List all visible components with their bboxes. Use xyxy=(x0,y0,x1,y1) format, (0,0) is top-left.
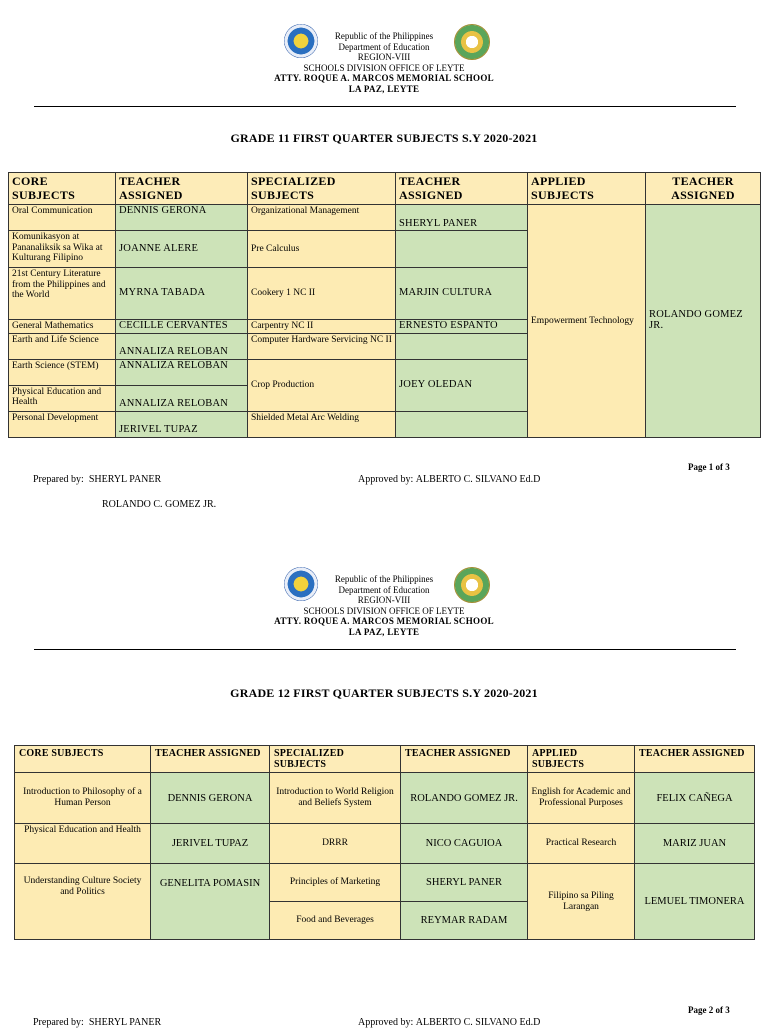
core-subject-cell: Physical Education and Health xyxy=(9,385,116,411)
core-subject-cell: Earth and Life Science xyxy=(9,333,116,359)
letterhead-deped: Department of Education xyxy=(338,41,430,52)
core-teacher-cell: CECILLE CERVANTES xyxy=(116,320,248,334)
prepared-by xyxy=(33,474,161,485)
header-specialized-subjects: SPECIALIZED SUBJECTS xyxy=(248,173,396,205)
specialized-teacher-cell: JOEY OLEDAN xyxy=(396,359,528,411)
core-teacher-cell: JERIVEL TUPAZ xyxy=(151,824,270,864)
approved-by-name: ALBERTO C. SILVANO Ed.D xyxy=(415,474,541,485)
core-subject-cell: Understanding Culture Society and Politics xyxy=(15,864,151,940)
letterhead-location: LA PAZ, LEYTE xyxy=(348,83,420,94)
specialized-teacher-cell: ROLANDO GOMEZ JR. xyxy=(401,773,528,824)
letterhead-location: LA PAZ, LEYTE xyxy=(348,626,420,637)
approved-by-label: Approved by: xyxy=(358,474,414,485)
specialized-subject-cell: Crop Production xyxy=(248,359,396,411)
specialized-subject-cell: Carpentry NC II xyxy=(248,320,396,334)
specialized-subject-cell: Principles of Marketing xyxy=(270,864,401,902)
letterhead-2 xyxy=(0,574,768,637)
specialized-teacher-cell: MARJIN CULTURA xyxy=(396,268,528,320)
core-subject-cell: Physical Education and Health xyxy=(15,824,151,864)
specialized-subject-cell: DRRR xyxy=(270,824,401,864)
specialized-teacher-cell: SHERYL PANER xyxy=(401,864,528,902)
core-subject-cell: Earth Science (STEM) xyxy=(9,359,116,385)
page-number: Page 2 of 3 xyxy=(688,1005,730,1015)
specialized-subject-cell: Introduction to World Religion and Beliefs System xyxy=(270,773,401,824)
header-core-subjects: CORE SUBJECTS xyxy=(9,173,116,205)
letterhead-1 xyxy=(0,31,768,94)
letterhead-region: REGION-VIII xyxy=(357,595,411,605)
core-teacher-cell: ANNALIZA RELOBAN xyxy=(116,333,248,359)
grade11-subjects-table xyxy=(8,172,761,438)
specialized-subject-cell: Shielded Metal Arc Welding xyxy=(248,411,396,437)
header-applied-subjects: APPLIED SUBJECTS xyxy=(528,746,635,773)
core-teacher-cell: MYRNA TABADA xyxy=(116,268,248,320)
prepared-by-label: Prepared by: xyxy=(33,474,84,485)
letterhead-division: SCHOOLS DIVISION OFFICE OF LEYTE xyxy=(303,62,465,73)
prepared-by-name: SHERYL PANER xyxy=(88,1017,162,1028)
page-title: GRADE 11 FIRST QUARTER SUBJECTS S.Y 2020-2021 xyxy=(230,131,538,145)
core-teacher-cell: DENNIS GERONA xyxy=(116,205,248,231)
letterhead-republic: Republic of the Philippines xyxy=(334,574,434,584)
specialized-subject-cell: Pre Calculus xyxy=(248,231,396,268)
applied-subject-cell: Filipino sa Piling Larangan xyxy=(528,864,635,940)
header-teacher-assigned: TEACHER ASSIGNED xyxy=(396,173,528,205)
core-subject-cell: Introduction to Philosophy of a Human Person xyxy=(15,773,151,824)
approved-by-label: Approved by: xyxy=(358,1017,414,1028)
approved-by-name: ALBERTO C. SILVANO Ed.D xyxy=(415,1017,541,1028)
specialized-subject-cell: Food and Beverages xyxy=(270,902,401,940)
header-teacher-assigned: TEACHER ASSIGNED xyxy=(151,746,270,773)
core-subject-cell: 21st Century Literature from the Philippines and the World xyxy=(9,268,116,320)
core-subject-cell: Oral Communication xyxy=(9,205,116,231)
specialized-teacher-cell xyxy=(396,231,528,268)
core-teacher-cell: ANNALIZA RELOBAN xyxy=(116,359,248,385)
core-teacher-cell: GENELITA POMASIN xyxy=(151,864,270,940)
header-specialized-subjects: SPECIALIZED SUBJECTS xyxy=(270,746,401,773)
header-teacher-assigned: TEACHER ASSIGNED xyxy=(116,173,248,205)
core-subject-cell: General Mathematics xyxy=(9,320,116,334)
applied-teacher-cell: ROLANDO GOMEZ JR. xyxy=(646,205,761,438)
header-teacher-assigned: TEACHER ASSIGNED xyxy=(401,746,528,773)
grade12-subjects-table xyxy=(14,745,755,940)
letterhead-republic: Republic of the Philippines xyxy=(334,31,434,41)
specialized-teacher-cell: ERNESTO ESPANTO xyxy=(396,320,528,334)
header-divider xyxy=(34,649,736,650)
approved-by xyxy=(358,1017,540,1028)
prepared-by-name-2: ROLANDO C. GOMEZ JR. xyxy=(102,499,217,510)
letterhead-school: ATTY. ROQUE A. MARCOS MEMORIAL SCHOOL xyxy=(274,616,494,626)
approved-by xyxy=(358,474,540,485)
page-number: Page 1 of 3 xyxy=(688,462,730,472)
specialized-teacher-cell: NICO CAGUIOA xyxy=(401,824,528,864)
specialized-teacher-cell: SHERYL PANER xyxy=(396,205,528,231)
page-title: GRADE 12 FIRST QUARTER SUBJECTS S.Y 2020-2021 xyxy=(230,686,538,700)
letterhead-division: SCHOOLS DIVISION OFFICE OF LEYTE xyxy=(303,605,465,616)
letterhead-deped: Department of Education xyxy=(338,584,430,595)
applied-teacher-cell: MARIZ JUAN xyxy=(635,824,755,864)
specialized-teacher-cell: REYMAR RADAM xyxy=(401,902,528,940)
header-core-subjects: CORE SUBJECTS xyxy=(15,746,151,773)
prepared-by-name: SHERYL PANER xyxy=(88,474,162,485)
applied-subject-cell: Practical Research xyxy=(528,824,635,864)
specialized-subject-cell: Organizational Management xyxy=(248,205,396,231)
core-teacher-cell: JERIVEL TUPAZ xyxy=(116,411,248,437)
header-divider xyxy=(34,106,736,107)
letterhead-region: REGION-VIII xyxy=(357,52,411,62)
specialized-subject-cell: Cookery 1 NC II xyxy=(248,268,396,320)
header-teacher-assigned: TEACHER ASSIGNED xyxy=(646,173,761,205)
letterhead-school: ATTY. ROQUE A. MARCOS MEMORIAL SCHOOL xyxy=(274,73,494,83)
applied-subject-cell: English for Academic and Professional Purposes xyxy=(528,773,635,824)
specialized-teacher-cell xyxy=(396,333,528,359)
core-teacher-cell: JOANNE ALERE xyxy=(116,231,248,268)
applied-teacher-cell: LEMUEL TIMONERA xyxy=(635,864,755,940)
core-subject-cell: Komunikasyon at Pananaliksik sa Wika at Kulturang Filipino xyxy=(9,231,116,268)
prepared-by-label: Prepared by: xyxy=(33,1017,84,1028)
specialized-teacher-cell xyxy=(396,411,528,437)
core-teacher-cell: ANNALIZA RELOBAN xyxy=(116,385,248,411)
core-subject-cell: Personal Development xyxy=(9,411,116,437)
prepared-by xyxy=(33,1017,161,1028)
header-applied-subjects: APPLIED SUBJECTS xyxy=(528,173,646,205)
specialized-subject-cell: Computer Hardware Servicing NC II xyxy=(248,333,396,359)
header-teacher-assigned: TEACHER ASSIGNED xyxy=(635,746,755,773)
core-teacher-cell: DENNIS GERONA xyxy=(151,773,270,824)
applied-teacher-cell: FELIX CAÑEGA xyxy=(635,773,755,824)
applied-subject-cell: Empowerment Technology xyxy=(528,205,646,438)
